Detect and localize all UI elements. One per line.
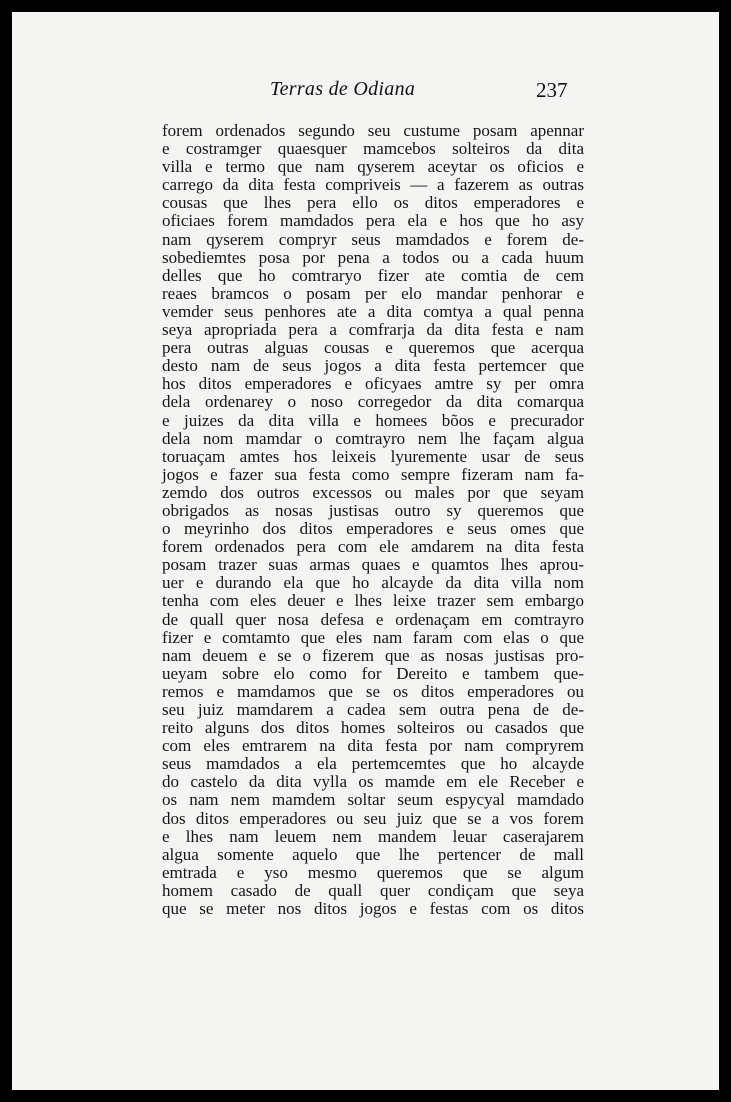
text-line: tenha com eles deuer e lhes leixe trazer sem embargo [162, 591, 584, 611]
text-line: pera outras alguas cousas e queremos que acerqua [162, 338, 584, 358]
text-line: fizer e comtamto que eles nam faram com elas o que [162, 627, 584, 647]
running-title: Terras de Odiana [270, 78, 416, 100]
text-line: que se meter nos ditos jogos e festas com os ditos [162, 899, 584, 919]
text-line: carrego da dita festa compriveis — a fazerem as outras [162, 175, 584, 195]
text-line: sobediemtes posa por pena a todos ou a cada huum [162, 247, 584, 267]
text-line: e lhes nam leuem nem mandem leuar caserajarem [162, 826, 584, 846]
text-line: algua somente aquelo que lhe pertencer de mall [162, 844, 584, 864]
text-line: uer e durando ela que ho alcayde da dita villa nom [162, 573, 584, 593]
text-line: os nam nem mamdem soltar seum espycyal mamdado [162, 790, 584, 810]
text-line: vemder seus penhores ate a dita comtya a qual penna [162, 301, 584, 321]
text-line: obrigados as nosas justisas outro sy queremos que [162, 500, 584, 520]
text-line: oficiaes forem mamdados pera ela e hos que ho asy [162, 211, 584, 231]
text-line: hos ditos emperadores e oficyaes amtre sy per omra [162, 374, 584, 394]
page-number: 237 [536, 78, 568, 102]
text-line: o meyrinho dos ditos emperadores e seus omes que [162, 519, 584, 539]
text-line: homem casado de quall quer condiçam que seya [162, 880, 584, 900]
text-line: forem ordenados segundo seu custume posam apennar [162, 121, 584, 140]
text-line: e costramger quaesquer mamcebos solteiros da dita [162, 139, 584, 159]
text-line: desto nam de seus jogos a dita festa pertemcer que [162, 356, 584, 376]
text-line: com eles emtrarem na dita festa por nam compryrem [162, 736, 584, 756]
text-line: delles que ho comtraryo fizer ate comtia de cem [162, 265, 584, 285]
text-line: nam qyserem compryr seus mamdados e forem de- [162, 229, 584, 249]
text-line: dela ordenarey o noso corregedor da dita comarqua [162, 392, 584, 412]
text-line: emtrada e yso mesmo queremos que se algum [162, 862, 584, 882]
body-text [162, 122, 584, 918]
running-head [12, 78, 719, 108]
text-line: e juizes da dita villa e homees bõos e precurador [162, 410, 584, 430]
text-line: dela nom mamdar o comtrayro nem lhe façam algua [162, 428, 584, 448]
text-line: do castelo da dita vylla os mamde em ele Receber e [162, 772, 584, 792]
text-line: jogos e fazer sua festa como sempre fizeram nam fa- [162, 464, 584, 484]
text-line: seus mamdados a ela pertemcemtes que ho alcayde [162, 754, 584, 774]
text-line: de quall quer nosa defesa e ordenaçam em comtrayro [162, 609, 584, 629]
text-line: reaes bramcos o posam per elo mandar penhorar e [162, 283, 584, 303]
text-line: dos ditos emperadores ou seu juiz que se a vos forem [162, 808, 584, 828]
text-line: zemdo dos outros excessos ou males por que seyam [162, 482, 584, 502]
text-line: cousas que lhes pera ello os ditos emperadores e [162, 193, 584, 213]
book-page [12, 12, 719, 1090]
text-line: villa e termo que nam qyserem aceytar os oficios e [162, 157, 584, 177]
text-line: seya apropriada pera a comfrarja da dita festa e nam [162, 320, 584, 340]
text-line: seu juiz mamdarem a cadea sem outra pena de de- [162, 700, 584, 719]
text-line: toruaçam amtes hos leixeis lyuremente usar de seus [162, 446, 584, 466]
text-line: posam trazer suas armas quaes e quamtos lhes aprou- [162, 555, 584, 575]
text-line: reito alguns dos ditos homes solteiros ou casados que [162, 718, 584, 738]
text-line: nam deuem e se o fizerem que as nosas justisas pro- [162, 645, 584, 665]
text-line: ueyam sobre elo como for Dereito e tambem que- [162, 663, 584, 683]
text-line: remos e mamdamos que se os ditos emperadores ou [162, 681, 584, 701]
text-line: forem ordenados pera com ele amdarem na dita festa [162, 537, 584, 557]
